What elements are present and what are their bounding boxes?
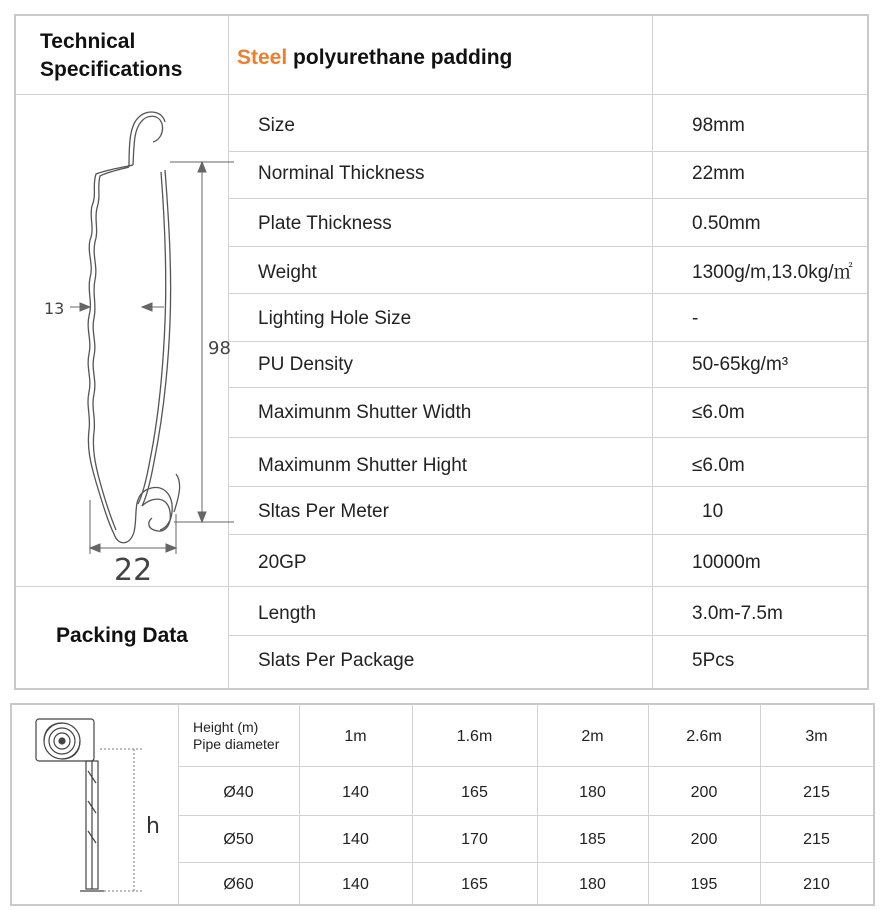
- profile-right-face: [142, 170, 171, 506]
- height-header-1m: 1m: [344, 728, 367, 745]
- table-cell: 165: [461, 784, 488, 801]
- dim-height-label: 98: [208, 338, 231, 359]
- spec-value-pu-density: 50-65kg/m³: [692, 354, 789, 375]
- packing-label-length: Length: [258, 603, 317, 624]
- grid-line: [178, 862, 873, 863]
- dim-small-arrow-left: [80, 303, 90, 311]
- spec-label-size: Size: [258, 115, 295, 136]
- spec-value-lighting-hole: -: [692, 308, 699, 329]
- grid-line: [228, 341, 867, 342]
- spec-table-title: [40, 28, 230, 84]
- product-name: [237, 44, 512, 72]
- spec-value-weight: 1300g/m,13.0kg/㎡: [692, 262, 853, 283]
- spec-label-max-width: Maximunm Shutter Width: [258, 402, 472, 423]
- grid-line: [178, 815, 873, 816]
- dim-thickness-small-label: 13: [44, 299, 65, 318]
- grid-line: [228, 387, 867, 388]
- table-cell: 195: [690, 876, 718, 893]
- table-cell: 215: [803, 831, 830, 848]
- grid-line: [16, 94, 867, 95]
- roller-axle: [59, 738, 65, 744]
- table-cell: 170: [461, 831, 488, 848]
- spec-title-line2: Specifications: [40, 58, 183, 81]
- spec-label-max-height: Maximunm Shutter Hight: [258, 455, 468, 476]
- spec-value-nominal-thickness: 22mm: [692, 163, 745, 184]
- height-header-1-6m: 1.6m: [456, 728, 493, 745]
- roller-shutter-diagram: [30, 711, 170, 899]
- profile-top-hook: [133, 116, 163, 165]
- profile-bottom-curl: [174, 474, 180, 512]
- grid-line: [228, 151, 867, 152]
- profile-bottom-left-hook: [114, 487, 172, 542]
- height-h-label: h: [146, 814, 160, 839]
- diameter-label-50: Ø50: [223, 831, 254, 848]
- spec-label-weight: Weight: [258, 262, 317, 283]
- spec-label-plate-thickness: Plate Thickness: [258, 213, 392, 234]
- diameter-label-40: Ø40: [223, 784, 254, 801]
- packing-data-title: Packing Data: [56, 624, 188, 647]
- header-pipe-diameter-label: Pipe diameter: [193, 736, 280, 752]
- spec-value-plate-thickness: 0.50mm: [692, 213, 761, 234]
- pipe-table-header: [193, 719, 279, 753]
- diameter-label-60: Ø60: [223, 876, 254, 893]
- table-cell: 210: [803, 876, 830, 893]
- profile-left-face-inner: [93, 167, 129, 530]
- height-header-2-6m: 2.6m: [686, 728, 722, 745]
- table-cell: 140: [342, 831, 369, 848]
- table-cell: 180: [579, 876, 606, 893]
- grid-line: [228, 486, 867, 487]
- grid-line: [228, 534, 867, 535]
- spec-label-nominal-thickness: Norminal Thickness: [258, 163, 425, 184]
- table-cell: 185: [579, 831, 606, 848]
- grid-line: [228, 246, 867, 247]
- header-height-label: Height (m): [193, 719, 259, 735]
- table-cell: 140: [342, 876, 369, 893]
- spec-value-max-width: ≤6.0m: [692, 402, 745, 423]
- spec-label-pu-density: PU Density: [258, 354, 354, 375]
- table-cell: 165: [461, 876, 488, 893]
- table-cell: 200: [690, 831, 718, 848]
- dim-small-arrow-right: [142, 303, 152, 311]
- table-cell: 215: [803, 784, 830, 801]
- grid-line: [228, 293, 867, 294]
- height-header-3m: 3m: [805, 728, 828, 745]
- packing-value-slats-per-package: 5Pcs: [692, 650, 735, 671]
- spec-value-20gp: 10000m: [692, 552, 761, 573]
- profile-right-face-inner: [138, 172, 166, 504]
- table-cell: 140: [342, 784, 369, 801]
- grid-line: [228, 198, 867, 199]
- height-header-2m: 2m: [581, 728, 604, 745]
- dim-width-label: 22: [114, 553, 153, 588]
- product-name-rest: polyurethane padding: [287, 46, 513, 69]
- dim-height-arrow-top: [198, 162, 206, 172]
- packing-label-slats-per-package: Slats Per Package: [258, 650, 415, 671]
- dim-width-arrow-right: [166, 544, 176, 552]
- spec-value-size: 98mm: [692, 115, 745, 136]
- spec-label-lighting-hole: Lighting Hole Size: [258, 308, 412, 329]
- product-accent-word: Steel: [237, 46, 288, 69]
- packing-value-length: 3.0m-7.5m: [692, 603, 783, 624]
- spec-title-line1: Technical: [40, 30, 136, 53]
- spec-label-20gp: 20GP: [258, 552, 307, 573]
- grid-line: [228, 437, 867, 438]
- spec-table: [14, 14, 869, 690]
- slat-profile-diagram: [34, 102, 231, 588]
- grid-line: [178, 766, 873, 767]
- spec-value-max-height: ≤6.0m: [692, 455, 745, 476]
- table-cell: 180: [579, 784, 606, 801]
- spec-value-slats-per-meter: 10: [702, 501, 724, 522]
- spec-label-slats-per-meter: Sltas Per Meter: [258, 501, 389, 522]
- grid-line: [228, 635, 867, 636]
- table-cell: 200: [690, 784, 718, 801]
- grid-line: [652, 16, 653, 688]
- pipe-diameter-table: [10, 703, 875, 906]
- dim-width-arrow-left: [90, 544, 100, 552]
- dim-height-arrow-bottom: [198, 512, 206, 522]
